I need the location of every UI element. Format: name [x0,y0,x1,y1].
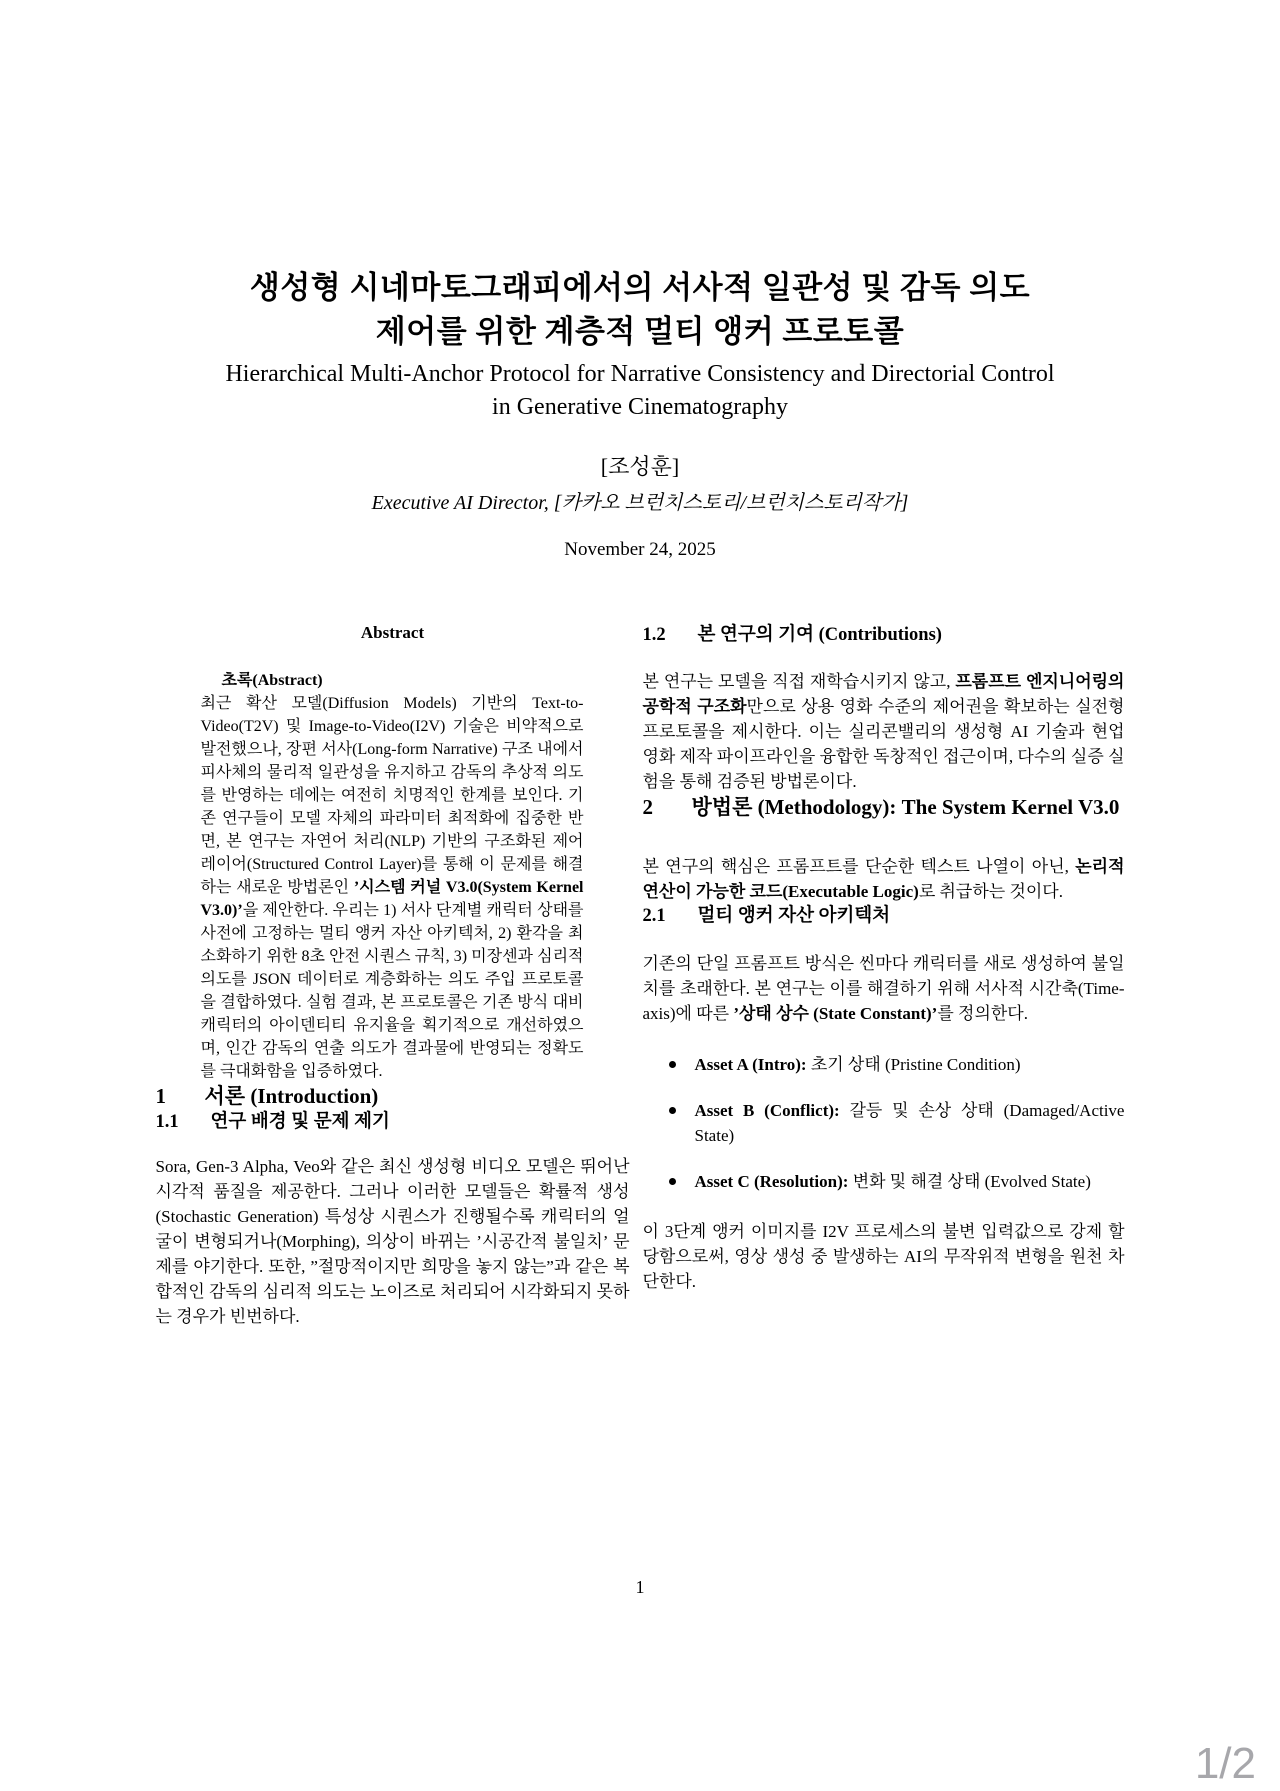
section-2-1-title: 멀티 앵커 자산 아키텍처 [697,906,891,926]
paper-date: November 24, 2025 [564,539,716,560]
section-2-1-bold: ’상태 상수 (State Constant)’ [733,1004,938,1023]
section-1-2-paragraph [643,669,1125,794]
section-1-1-paragraph: Sora, Gen-3 Alpha, Veo와 같은 최신 생성형 비디오 모델은 뛰어난 시각적 품질을 제공한다. 그러나 이러한 모델들은 확률적 생성(Stochastic Generation) 특성상 시퀀스가 진행될수록 캐릭터의 얼굴이 변형되거나(Morphing), 의상이 바뀌는 ’시공간적 불일치’ 문제를 야기한다. 또한, ”절망적이지만 희망을 놓지 않는”과 같은 복합적인 감독의 심리적 의도는 노이즈로 처리되어 시각화되지 못하는 경우가 빈번하다. [155,1157,630,1326]
section-2-number: 2 [642,795,653,819]
two-column-layout [156,623,1125,1329]
author-affiliation: Executive AI Director, [카카오 브런치스토리/브런치스토리작가] [371,492,909,514]
section-2-1-paragraph [643,951,1125,1026]
paper-title-korean-line2: 제어를 위한 계층적 멀티 앵커 프로토콜 [375,314,905,349]
list-item-asset-c [643,1169,1125,1194]
abstract-text [201,692,584,1083]
section-1-2-seg1: 본 연구는 모델을 직접 재학습시키지 않고, [642,672,956,691]
bullet-icon [669,1061,676,1068]
section-1-2-seg3: 만으로 상용 영화 수준의 제어권을 확보하는 실전형 프로토콜을 제시한다. 이는 실리콘밸리의 생성형 AI 기술과 현업 영화 제작 파이프라인을 융합한 독창적인 접근이며, 다수의 실증 실험을 통해 검증된 방법론이다. [642,697,1125,791]
section-2-bold: 논리적 연산이 가능한 코드(Executable Logic) [642,857,1125,901]
section-2-seg3: 로 취급하는 것이다. [918,882,1063,901]
author-name: [조성훈] [600,454,680,479]
section-2-1-seg3: 를 정의한다. [937,1004,1028,1023]
asset-bullet-list [643,1052,1125,1194]
section-2-1-number: 2.1 [642,906,666,926]
section-2-title: 방법론 (Methodology): The System Kernel V3.0 [691,795,1120,819]
asset-c-text: 변화 및 해결 상태 (Evolved State) [848,1172,1091,1191]
bullet-icon [669,1107,676,1114]
left-column [156,623,630,1329]
section-1-1-title: 연구 배경 및 문제 제기 [210,1112,390,1132]
section-2-1-closing-paragraph: 이 3단계 앵커 이미지를 I2V 프로세스의 불변 입력값으로 강제 할당함으로써, 영상 생성 중 발생하는 AI의 무작위적 변형을 원천 차단한다. [642,1222,1125,1291]
paper-title-korean-line1: 생성형 시네마토그래피에서의 서사적 일관성 및 감독 의도 [249,270,1031,305]
asset-b-text: 갈등 및 손상 상태 (Damaged/Active State) [694,1101,1125,1145]
page-number: 1 [635,1577,645,1597]
section-2-1-heading [643,904,1125,928]
list-item-asset-b [643,1098,1125,1148]
abstract-heading: Abstract [360,623,425,642]
section-1-1-heading [156,1110,630,1134]
paper-title-english-line1: Hierarchical Multi-Anchor Protocol for Narrative Consistency and Directorial Control [225,361,1055,387]
viewer-page-indicator: 1/2 [1194,1739,1256,1788]
right-column [643,623,1125,1329]
asset-b-label: Asset B (Conflict): [694,1101,840,1120]
section-2-heading [643,794,1125,821]
section-2-1-seg1: 기존의 단일 프롬프트 방식은 씬마다 캐릭터를 새로 생성하여 불일치를 초래한다. 본 연구는 이를 해결하기 위해 서사적 시간축(Time-axis)에 따른 [642,954,1125,1023]
bullet-icon [669,1178,676,1185]
asset-a-text: 초기 상태 (Pristine Condition) [806,1055,1021,1074]
document-body [156,0,1125,1329]
section-1-2-bold: 프롬프트 엔지니어링의 공학적 구조화 [642,672,1125,716]
section-2-seg1: 본 연구의 핵심은 프롬프트를 단순한 텍스트 나열이 아닌, [642,857,1076,876]
list-item-asset-a [643,1052,1125,1077]
section-1-heading [156,1083,630,1110]
abstract-text-bold: ’시스템 커널 V3.0(System Kernel V3.0)’ [200,879,584,919]
section-1-2-heading [643,623,1125,647]
abstract-text-seg3: 을 제안한다. 우리는 1) 서사 단계별 캐릭터 상태를 사전에 고정하는 멀티 앵커 자산 아키텍처, 2) 환각을 최소화하기 위한 8초 안전 시퀀스 규칙, 3) 미장센과 심리적 의도를 JSON 데이터로 계층화하는 의도 주입 프로토콜을 결합하였다. 실험 결과, 본 프로토콜은 기존 방식 대비 캐릭터의 아이덴티티 유지율을 획기적으로 개선하였으며, 인간 감독의 연출 의도가 결과물에 반영되는 정확도를 극대화함을 입증하였다. [200,902,584,1080]
asset-a-label: Asset A (Intro): [694,1055,807,1074]
section-1-1-number: 1.1 [155,1112,179,1132]
section-1-number: 1 [155,1084,166,1108]
abstract-body [201,669,584,1083]
asset-c-label: Asset C (Resolution): [694,1172,849,1191]
abstract-text-seg1: 최근 확산 모델(Diffusion Models) 기반의 Text-to-Video(T2V) 및 Image-to-Video(I2V) 기술은 비약적으로 발전했으나, 장편 서사(Long-form Narrative) 구조 내에서 피사체의 물리적 일관성을 유지하고 감독의 추상적 의도를 반영하는 데에는 여전히 치명적인 한계를 보인다. 기존 연구들이 모델 자체의 파라미터 최적화에 집중한 반면, 본 연구는 자연어 처리(NLP) 기반의 구조화된 제어 레이어(Structured Control Layer)를 통해 이 문제를 해결하는 새로운 방법론인 [200,695,584,896]
paper-title-english [156,358,1125,424]
abstract-korean-label: 초록(Abstract) [221,672,323,689]
section-1-2-number: 1.2 [642,625,666,645]
paper-title-english-line2: in Generative Cinematography [492,394,788,420]
section-2-paragraph [643,854,1125,904]
section-1-title: 서론 (Introduction) [204,1084,379,1108]
paper-title-korean [156,266,1125,354]
section-1-2-title: 본 연구의 기여 (Contributions) [697,625,942,645]
